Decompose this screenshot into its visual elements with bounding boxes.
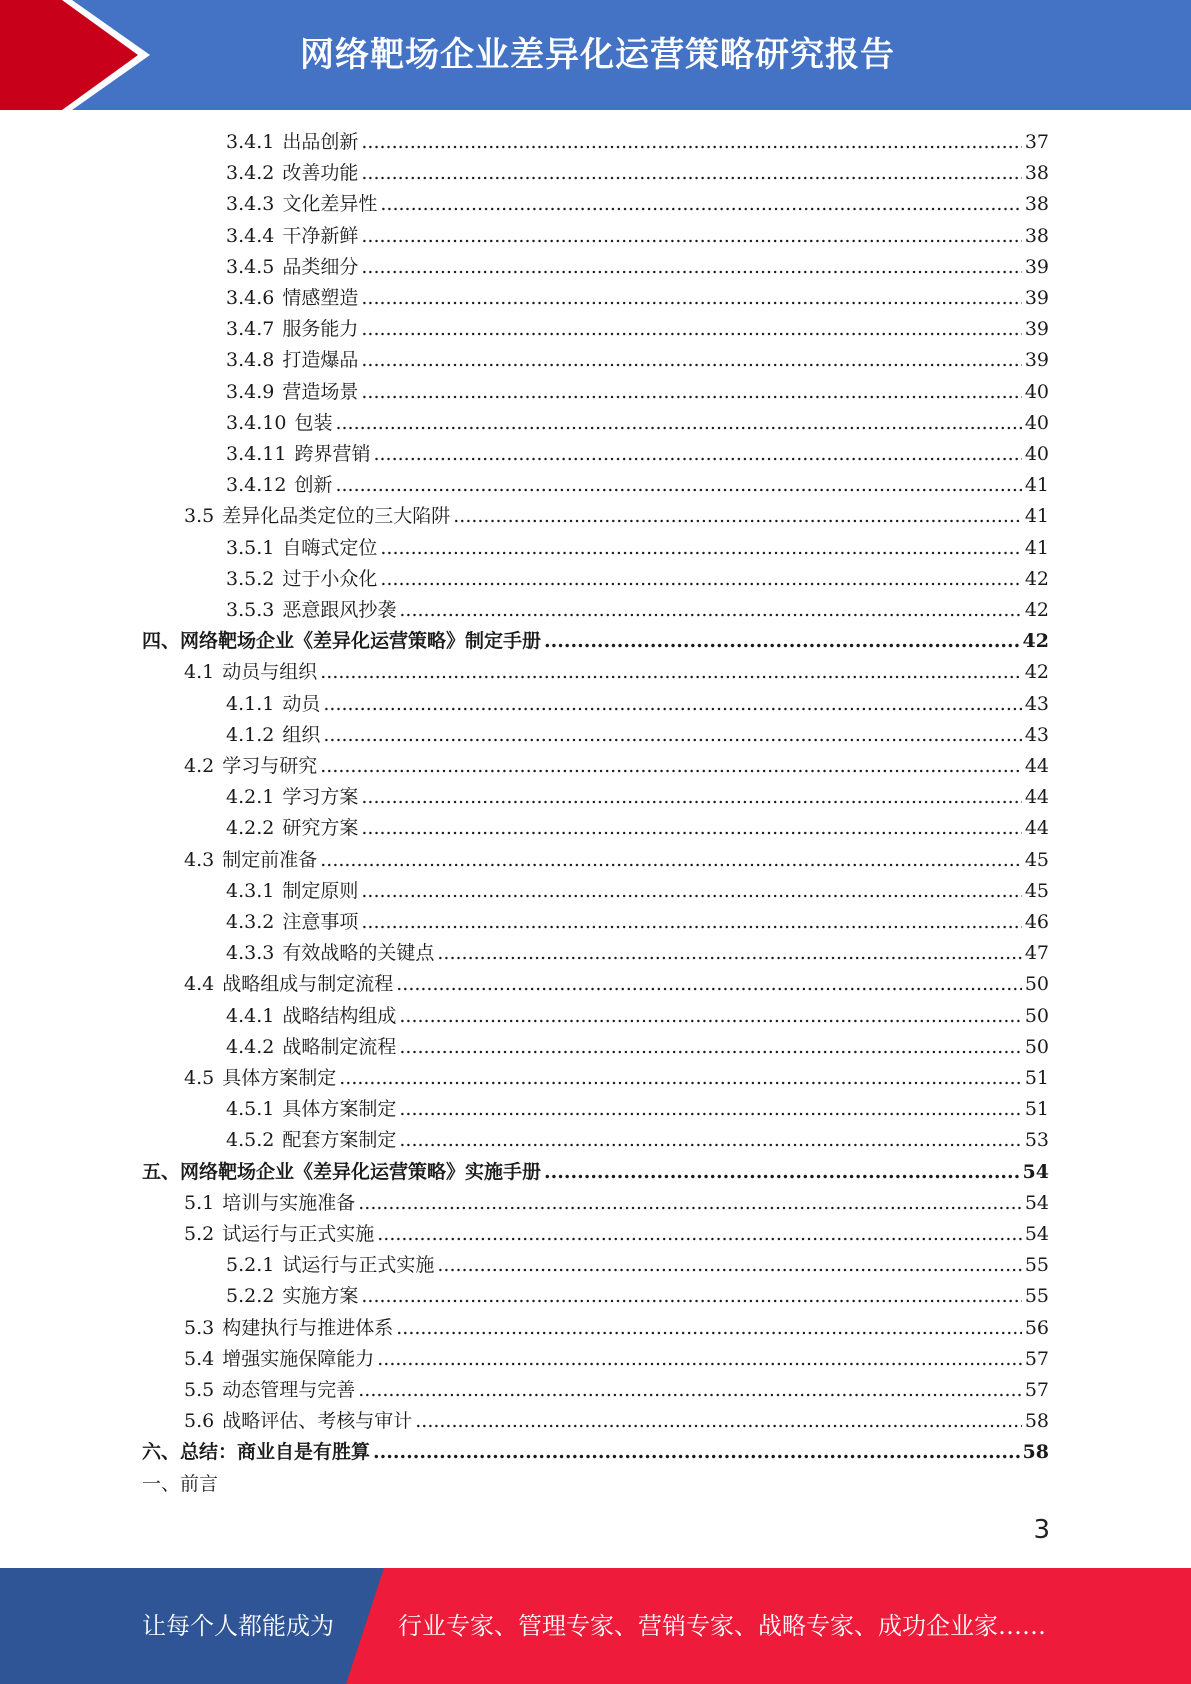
toc-leader-dots bbox=[361, 127, 1021, 158]
toc-title: 战略评估、考核与审计 bbox=[222, 1410, 413, 1433]
toc-number: 4.2.1 bbox=[226, 786, 275, 809]
toc-page-number: 44 bbox=[1024, 817, 1049, 840]
toc-page-number: 50 bbox=[1024, 1035, 1049, 1058]
toc-title: 战略组成与制定流程 bbox=[222, 973, 394, 996]
toc-page-number: 47 bbox=[1024, 942, 1049, 965]
toc-page-number: 39 bbox=[1024, 287, 1049, 309]
toc-leader-dots bbox=[323, 689, 1021, 720]
toc-number: 3.4.3 bbox=[226, 193, 275, 216]
toc-page-number: 57 bbox=[1024, 1347, 1049, 1370]
toc-number: 4.4.2 bbox=[226, 1035, 275, 1058]
toc-leader-dots bbox=[320, 657, 1022, 688]
toc-number: 4.3.1 bbox=[226, 879, 275, 902]
toc-entry[interactable] bbox=[184, 751, 1049, 782]
toc-page-number: 58 bbox=[1022, 1441, 1049, 1464]
toc-page-number: 44 bbox=[1024, 786, 1049, 809]
toc-entry[interactable] bbox=[226, 1125, 1049, 1156]
toc-entry[interactable] bbox=[184, 1406, 1049, 1437]
toc-entry[interactable] bbox=[226, 782, 1049, 813]
toc-entry[interactable] bbox=[226, 127, 1049, 158]
toc-title: 跨界营销 bbox=[294, 443, 371, 465]
toc-title: 具体方案制定 bbox=[282, 1098, 397, 1121]
toc-leader-dots bbox=[399, 595, 1021, 626]
toc-number: 3.4.9 bbox=[226, 380, 275, 403]
toc-leader-dots bbox=[399, 1094, 1021, 1125]
toc-title: 制定前准备 bbox=[222, 848, 318, 871]
toc-number: 4.4.1 bbox=[226, 1004, 275, 1027]
toc-leader-dots bbox=[339, 1063, 1022, 1094]
toc-title: 制定原则 bbox=[282, 879, 359, 902]
toc-leader-dots bbox=[361, 345, 1021, 376]
toc-title: 培训与实施准备 bbox=[222, 1191, 356, 1214]
toc-entry[interactable] bbox=[226, 533, 1049, 564]
toc-leader-dots bbox=[544, 1157, 1020, 1188]
toc-page-number: 39 bbox=[1024, 318, 1049, 341]
toc-page-number: 57 bbox=[1024, 1379, 1049, 1401]
toc-entry[interactable] bbox=[226, 158, 1049, 189]
toc-page-number: 39 bbox=[1024, 255, 1049, 278]
report-title: 网络靶场企业差异化运营策略研究报告 bbox=[300, 35, 895, 75]
toc-title: 试运行与正式实施 bbox=[282, 1254, 435, 1277]
toc-entry[interactable] bbox=[184, 1219, 1049, 1250]
toc-entry[interactable] bbox=[226, 439, 1049, 470]
toc-entry[interactable] bbox=[184, 501, 1049, 532]
toc-page-number: 45 bbox=[1024, 879, 1049, 902]
toc-title: 学习方案 bbox=[282, 786, 359, 809]
toc-page-number: 41 bbox=[1024, 536, 1049, 559]
toc-entry[interactable] bbox=[226, 907, 1049, 938]
toc-entry[interactable] bbox=[226, 470, 1049, 501]
toc-number: 4.1.1 bbox=[226, 692, 275, 715]
toc-entry[interactable] bbox=[226, 1032, 1049, 1063]
toc-page-number: 42 bbox=[1024, 661, 1049, 684]
toc-title: 文化差异性 bbox=[282, 193, 378, 216]
toc-leader-dots bbox=[380, 189, 1021, 220]
toc-page-number: 50 bbox=[1024, 1004, 1049, 1027]
toc-title: 试运行与正式实施 bbox=[222, 1223, 375, 1245]
toc-entry[interactable] bbox=[142, 1157, 1049, 1188]
toc-entry[interactable] bbox=[226, 876, 1049, 907]
toc-page-number: 56 bbox=[1024, 1316, 1049, 1339]
toc-title: 差异化品类定位的三大陷阱 bbox=[222, 505, 451, 528]
toc-title: 品类细分 bbox=[282, 255, 359, 278]
toc-number: 3.4.7 bbox=[226, 318, 275, 341]
toc-number: 5.2.2 bbox=[226, 1285, 275, 1308]
toc-title: 创新 bbox=[294, 474, 333, 497]
footer-slogan-left: 让每个人都能成为 bbox=[142, 1612, 334, 1640]
toc-page-number: 55 bbox=[1024, 1254, 1049, 1277]
toc-entry[interactable] bbox=[184, 657, 1049, 688]
toc-leader-dots bbox=[335, 470, 1021, 501]
toc-title: 构建执行与推进体系 bbox=[222, 1316, 394, 1339]
toc-title: 实施方案 bbox=[282, 1285, 359, 1308]
toc-number: 3.4.2 bbox=[226, 162, 275, 185]
toc-number: 5.2 bbox=[184, 1223, 215, 1245]
toc-page-number: 53 bbox=[1024, 1129, 1049, 1152]
toc-title: 具体方案制定 bbox=[222, 1067, 337, 1089]
toc-page-number: 38 bbox=[1024, 193, 1049, 216]
toc-entry[interactable] bbox=[226, 1250, 1049, 1281]
toc-entry[interactable] bbox=[226, 938, 1049, 969]
toc-page-number: 39 bbox=[1024, 349, 1049, 372]
toc-entry[interactable] bbox=[226, 1281, 1049, 1312]
toc-number: 4.5 bbox=[184, 1067, 215, 1089]
toc-leader-dots bbox=[361, 314, 1021, 345]
section-heading-preface[interactable] bbox=[142, 1469, 1049, 1500]
toc-number: 3.4.12 bbox=[226, 474, 287, 497]
toc-number: 3.4.5 bbox=[226, 255, 275, 278]
toc-leader-dots bbox=[361, 283, 1021, 314]
toc-entry[interactable] bbox=[226, 377, 1049, 408]
toc-title: 恶意跟风抄袭 bbox=[282, 599, 397, 621]
toc-page-number: 40 bbox=[1024, 380, 1049, 403]
toc-title: 出品创新 bbox=[282, 131, 359, 153]
toc-number: 5.4 bbox=[184, 1347, 215, 1370]
toc-leader-dots bbox=[358, 1375, 1022, 1406]
page-header bbox=[0, 0, 1191, 110]
toc-entry[interactable] bbox=[226, 314, 1049, 345]
toc-entry[interactable] bbox=[226, 252, 1049, 283]
toc-title: 动态管理与完善 bbox=[222, 1379, 356, 1401]
footer-slogan-right: 行业专家、管理专家、营销专家、战略专家、成功企业家…… bbox=[398, 1612, 1046, 1640]
toc-page-number: 44 bbox=[1024, 755, 1049, 777]
toc-number: 4.5.2 bbox=[226, 1129, 275, 1152]
toc-title: 配套方案制定 bbox=[282, 1129, 397, 1152]
toc-title: 打造爆品 bbox=[282, 349, 359, 372]
toc-page-number: 42 bbox=[1024, 567, 1049, 590]
toc-page-number: 51 bbox=[1024, 1098, 1049, 1121]
toc-title: 战略结构组成 bbox=[282, 1004, 397, 1027]
toc-title: 营造场景 bbox=[282, 380, 359, 403]
toc-leader-dots bbox=[396, 969, 1022, 1000]
toc-page-number: 45 bbox=[1024, 848, 1049, 871]
toc-page-number: 51 bbox=[1024, 1067, 1049, 1089]
toc-number: 3.4.4 bbox=[226, 224, 275, 247]
toc-leader-dots bbox=[320, 751, 1022, 782]
toc-leader-dots bbox=[399, 1032, 1021, 1063]
toc-number: 3.4.11 bbox=[226, 443, 287, 465]
toc-title: 五、网络靶场企业《差异化运营策略》实施手册 bbox=[142, 1160, 542, 1183]
toc-entry[interactable] bbox=[184, 1344, 1049, 1375]
toc-leader-dots bbox=[437, 1250, 1021, 1281]
toc-number: 5.6 bbox=[184, 1410, 215, 1433]
toc-page-number: 50 bbox=[1024, 973, 1049, 996]
toc-title: 动员 bbox=[282, 692, 321, 715]
toc-page-number: 37 bbox=[1024, 131, 1049, 153]
toc-entry[interactable] bbox=[226, 720, 1049, 751]
toc-number: 3.5 bbox=[184, 505, 215, 528]
toc-page-number: 42 bbox=[1024, 599, 1049, 621]
toc-page-number: 55 bbox=[1024, 1285, 1049, 1308]
toc-number: 5.2.1 bbox=[226, 1254, 275, 1277]
toc-leader-dots bbox=[323, 720, 1021, 751]
page-footer bbox=[0, 1568, 1191, 1684]
toc-title: 注意事项 bbox=[282, 911, 359, 933]
toc-number: 3.5.2 bbox=[226, 567, 275, 590]
toc-number: 4.4 bbox=[184, 973, 215, 996]
toc-number: 5.1 bbox=[184, 1191, 215, 1214]
toc-title: 一、前言 bbox=[142, 1472, 219, 1495]
toc-title: 服务能力 bbox=[282, 318, 359, 341]
toc-entry[interactable] bbox=[142, 1437, 1049, 1468]
toc-title: 改善功能 bbox=[282, 162, 359, 185]
toc-leader-dots bbox=[361, 782, 1021, 813]
toc-title: 增强实施保障能力 bbox=[222, 1347, 375, 1370]
toc-entry[interactable] bbox=[226, 813, 1049, 844]
toc-page-number: 54 bbox=[1024, 1191, 1049, 1214]
toc-number: 5.3 bbox=[184, 1316, 215, 1339]
toc-page-number: 38 bbox=[1024, 162, 1049, 185]
toc-number: 4.1.2 bbox=[226, 723, 275, 746]
toc-number: 5.5 bbox=[184, 1379, 215, 1401]
toc-entry[interactable] bbox=[184, 845, 1049, 876]
toc-number: 3.5.1 bbox=[226, 536, 275, 559]
page-number: 3 bbox=[1033, 1515, 1050, 1545]
toc-leader-dots bbox=[544, 626, 1020, 657]
toc-number: 3.4.1 bbox=[226, 131, 275, 153]
toc-leader-dots bbox=[377, 1344, 1022, 1375]
toc-page-number: 41 bbox=[1024, 505, 1049, 528]
toc-leader-dots bbox=[415, 1406, 1022, 1437]
toc-entry[interactable] bbox=[226, 564, 1049, 595]
chevron-arrow-icon bbox=[0, 0, 160, 110]
toc-leader-dots bbox=[361, 1281, 1021, 1312]
toc-title: 四、网络靶场企业《差异化运营策略》制定手册 bbox=[142, 630, 542, 653]
toc-entry[interactable] bbox=[184, 1375, 1049, 1406]
toc-title: 研究方案 bbox=[282, 817, 359, 840]
toc-number: 4.1 bbox=[184, 661, 215, 684]
toc-title: 包装 bbox=[294, 411, 333, 434]
toc-number: 4.2 bbox=[184, 755, 215, 777]
toc-number: 4.3 bbox=[184, 848, 215, 871]
toc-title: 情感塑造 bbox=[282, 287, 359, 309]
toc-title: 学习与研究 bbox=[222, 755, 318, 777]
toc-leader-dots bbox=[361, 252, 1021, 283]
toc-entry[interactable] bbox=[226, 408, 1049, 439]
toc-entry[interactable] bbox=[226, 689, 1049, 720]
toc-number: 3.5.3 bbox=[226, 599, 275, 621]
toc-entry[interactable] bbox=[184, 1188, 1049, 1219]
toc-title: 动员与组织 bbox=[222, 661, 318, 684]
toc-leader-dots bbox=[380, 564, 1021, 595]
toc-leader-dots bbox=[320, 845, 1022, 876]
toc-title: 有效战略的关键点 bbox=[282, 942, 435, 965]
toc-entry[interactable] bbox=[226, 1001, 1049, 1032]
toc-leader-dots bbox=[358, 1188, 1022, 1219]
toc-page-number: 58 bbox=[1024, 1410, 1049, 1433]
toc-entry[interactable] bbox=[226, 345, 1049, 376]
toc-entry[interactable] bbox=[184, 969, 1049, 1000]
toc-leader-dots bbox=[361, 158, 1021, 189]
toc-leader-dots bbox=[377, 1219, 1022, 1250]
toc-leader-dots bbox=[396, 1313, 1022, 1344]
toc-leader-dots bbox=[437, 938, 1021, 969]
toc-entry[interactable] bbox=[226, 283, 1049, 314]
toc-page-number: 54 bbox=[1022, 1160, 1049, 1183]
toc-entry[interactable] bbox=[226, 595, 1049, 626]
toc-number: 4.2.2 bbox=[226, 817, 275, 840]
toc-leader-dots bbox=[361, 907, 1021, 938]
toc-page-number: 42 bbox=[1022, 630, 1049, 653]
toc-title: 过于小众化 bbox=[282, 567, 378, 590]
toc-leader-dots bbox=[361, 377, 1021, 408]
toc-page-number: 40 bbox=[1024, 411, 1049, 434]
toc-page-number: 41 bbox=[1024, 474, 1049, 497]
toc-leader-dots bbox=[361, 813, 1021, 844]
toc-page-number: 38 bbox=[1024, 224, 1049, 247]
toc-leader-dots bbox=[453, 501, 1022, 532]
toc-number: 4.3.3 bbox=[226, 942, 275, 965]
toc-entry[interactable] bbox=[184, 1313, 1049, 1344]
toc-title: 干净新鲜 bbox=[282, 224, 359, 247]
toc-leader-dots bbox=[380, 533, 1021, 564]
toc-number: 4.3.2 bbox=[226, 911, 275, 933]
toc-leader-dots bbox=[373, 1437, 1020, 1468]
toc-number: 3.4.10 bbox=[226, 411, 287, 434]
toc-page-number: 46 bbox=[1024, 911, 1049, 933]
toc-entry[interactable] bbox=[226, 1094, 1049, 1125]
toc-page-number: 43 bbox=[1024, 692, 1049, 715]
toc-entry[interactable] bbox=[184, 1063, 1049, 1094]
toc-page-number: 40 bbox=[1024, 443, 1049, 465]
toc-number: 3.4.6 bbox=[226, 287, 275, 309]
toc-entry[interactable] bbox=[226, 221, 1049, 252]
toc-leader-dots bbox=[399, 1001, 1021, 1032]
toc-entry[interactable] bbox=[142, 626, 1049, 657]
toc-page-number: 43 bbox=[1024, 723, 1049, 746]
toc-entry[interactable] bbox=[226, 189, 1049, 220]
toc-leader-dots bbox=[361, 221, 1021, 252]
toc-leader-dots bbox=[361, 876, 1021, 907]
toc-title: 六、总结：商业自是有胜算 bbox=[142, 1441, 371, 1464]
toc-title: 战略制定流程 bbox=[282, 1035, 397, 1058]
toc-title: 组织 bbox=[282, 723, 321, 746]
toc-page-number: 54 bbox=[1024, 1223, 1049, 1245]
toc-leader-dots bbox=[373, 439, 1021, 470]
toc-leader-dots bbox=[335, 408, 1021, 439]
toc-title: 自嗨式定位 bbox=[282, 536, 378, 559]
toc-leader-dots bbox=[399, 1125, 1021, 1156]
toc-number: 3.4.8 bbox=[226, 349, 275, 372]
toc-number: 4.5.1 bbox=[226, 1098, 275, 1121]
